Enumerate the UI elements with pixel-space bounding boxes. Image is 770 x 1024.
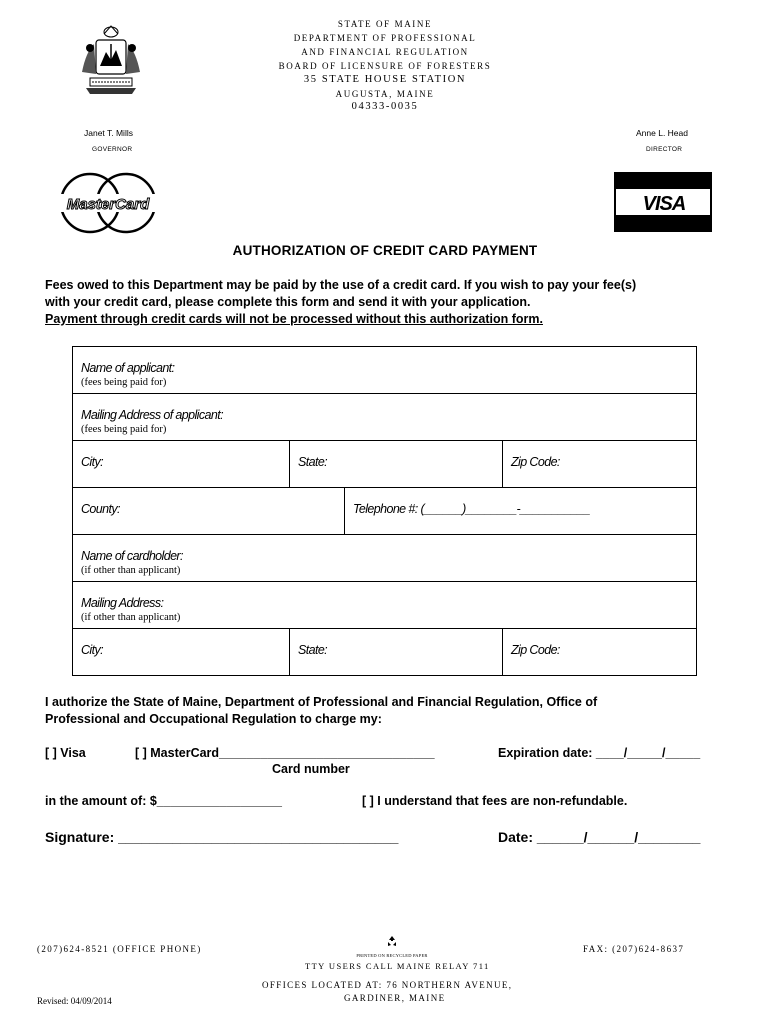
header-department: DEPARTMENT OF PROFESSIONAL bbox=[293, 33, 477, 43]
header-station: 35 STATE HOUSE STATION bbox=[303, 74, 467, 85]
signature-field[interactable]: Signature: ____________________________________ bbox=[45, 829, 399, 845]
visa-checkbox[interactable]: [ ] Visa bbox=[45, 746, 86, 760]
recycled-paper-note: PRINTED ON RECYCLED PAPER bbox=[356, 953, 428, 958]
city-state-zip-row bbox=[73, 441, 696, 488]
telephone-field[interactable] bbox=[344, 488, 695, 534]
cardholder-zip-label: Zip Code: bbox=[511, 643, 560, 657]
card-number-label: Card number bbox=[272, 762, 350, 776]
cardholder-name-sub: (if other than applicant) bbox=[81, 565, 181, 576]
city-field[interactable] bbox=[73, 441, 289, 487]
cardholder-address-row[interactable] bbox=[73, 582, 696, 629]
cardholder-state-field[interactable] bbox=[289, 629, 502, 675]
visa-logo-text: VISA bbox=[642, 193, 686, 215]
cardholder-name-label: Name of cardholder: bbox=[81, 549, 183, 563]
state-label: State: bbox=[298, 455, 328, 469]
mastercard-logo-text: MasterCard bbox=[66, 196, 150, 213]
applicant-address-row[interactable] bbox=[73, 394, 696, 441]
intro-line-1: Fees owed to this Department may be paid by the use of a credit card. If you wish to pay your fee(s) bbox=[45, 278, 637, 292]
fax-number: FAX: (207)624-8637 bbox=[583, 944, 685, 954]
city-label: City: bbox=[81, 455, 104, 469]
authorize-line-2: Professional and Occupational Regulation to charge my: bbox=[45, 712, 382, 726]
state-seal-icon bbox=[78, 22, 144, 98]
director-title: DIRECTOR bbox=[646, 146, 683, 153]
authorize-line-1: I authorize the State of Maine, Department of Professional and Financial Regulation, Office of bbox=[45, 695, 598, 709]
cardholder-state-label: State: bbox=[298, 643, 328, 657]
expiration-date-field[interactable]: Expiration date: ____/_____/_____ bbox=[498, 746, 701, 760]
cardholder-city-field[interactable] bbox=[73, 629, 289, 675]
header-zip: 04333-0035 bbox=[351, 101, 419, 112]
governor-title: GOVERNOR bbox=[92, 146, 133, 153]
date-field[interactable]: Date: ______/______/________ bbox=[498, 829, 701, 845]
mastercard-logo bbox=[54, 172, 162, 234]
form-title: AUTHORIZATION OF CREDIT CARD PAYMENT bbox=[232, 243, 538, 258]
recycle-icon bbox=[386, 934, 398, 946]
cardholder-zip-field[interactable] bbox=[502, 629, 695, 675]
state-field[interactable] bbox=[289, 441, 502, 487]
county-telephone-row bbox=[73, 488, 696, 535]
header-state: STATE OF MAINE bbox=[337, 19, 433, 29]
county-label: County: bbox=[81, 502, 120, 516]
tty-relay: TTY USERS CALL MAINE RELAY 711 bbox=[305, 961, 490, 971]
revised-date: Revised: 04/09/2014 bbox=[37, 996, 112, 1006]
cardholder-address-sub: (if other than applicant) bbox=[81, 612, 181, 623]
cardholder-address-label: Mailing Address: bbox=[81, 596, 164, 610]
applicant-name-sub: (fees being paid for) bbox=[81, 377, 167, 388]
county-field[interactable] bbox=[73, 488, 344, 534]
office-phone: (207)624-8521 (OFFICE PHONE) bbox=[37, 944, 202, 954]
applicant-name-label: Name of applicant: bbox=[81, 361, 175, 375]
applicant-address-sub: (fees being paid for) bbox=[81, 424, 167, 435]
director-name: Anne L. Head bbox=[636, 128, 688, 138]
applicant-name-row[interactable] bbox=[73, 347, 696, 394]
applicant-address-label: Mailing Address of applicant: bbox=[81, 408, 223, 422]
governor-name: Janet T. Mills bbox=[84, 128, 133, 138]
cardholder-name-row[interactable] bbox=[73, 535, 696, 582]
zip-label: Zip Code: bbox=[511, 455, 560, 469]
header-city: AUGUSTA, MAINE bbox=[335, 89, 435, 99]
offices-line-1: OFFICES LOCATED AT: 76 NORTHERN AVENUE, bbox=[262, 980, 513, 990]
nonrefundable-checkbox[interactable]: [ ] I understand that fees are non-refundable. bbox=[362, 794, 628, 808]
cardholder-city-label: City: bbox=[81, 643, 104, 657]
header-regulation: AND FINANCIAL REGULATION bbox=[301, 47, 469, 57]
offices-line-2: GARDINER, MAINE bbox=[344, 993, 446, 1003]
applicant-form bbox=[72, 346, 697, 676]
zip-field[interactable] bbox=[502, 441, 695, 487]
cardholder-city-state-zip-row bbox=[73, 629, 696, 675]
header-board: BOARD OF LICENSURE OF FORESTERS bbox=[278, 61, 492, 71]
intro-line-3 bbox=[45, 311, 745, 329]
intro-line-2: with your credit card, please complete this form and send it with your application. bbox=[45, 295, 531, 309]
visa-logo bbox=[614, 172, 712, 232]
amount-field[interactable]: in the amount of: $__________________ bbox=[45, 794, 282, 808]
mastercard-checkbox[interactable]: [ ] MasterCard_______________________________ bbox=[135, 746, 435, 760]
telephone-label: Telephone #: (______)________-___________ bbox=[353, 502, 590, 516]
intro-line-3-text: Payment through credit cards will not be processed without this authorization form. bbox=[45, 312, 543, 326]
